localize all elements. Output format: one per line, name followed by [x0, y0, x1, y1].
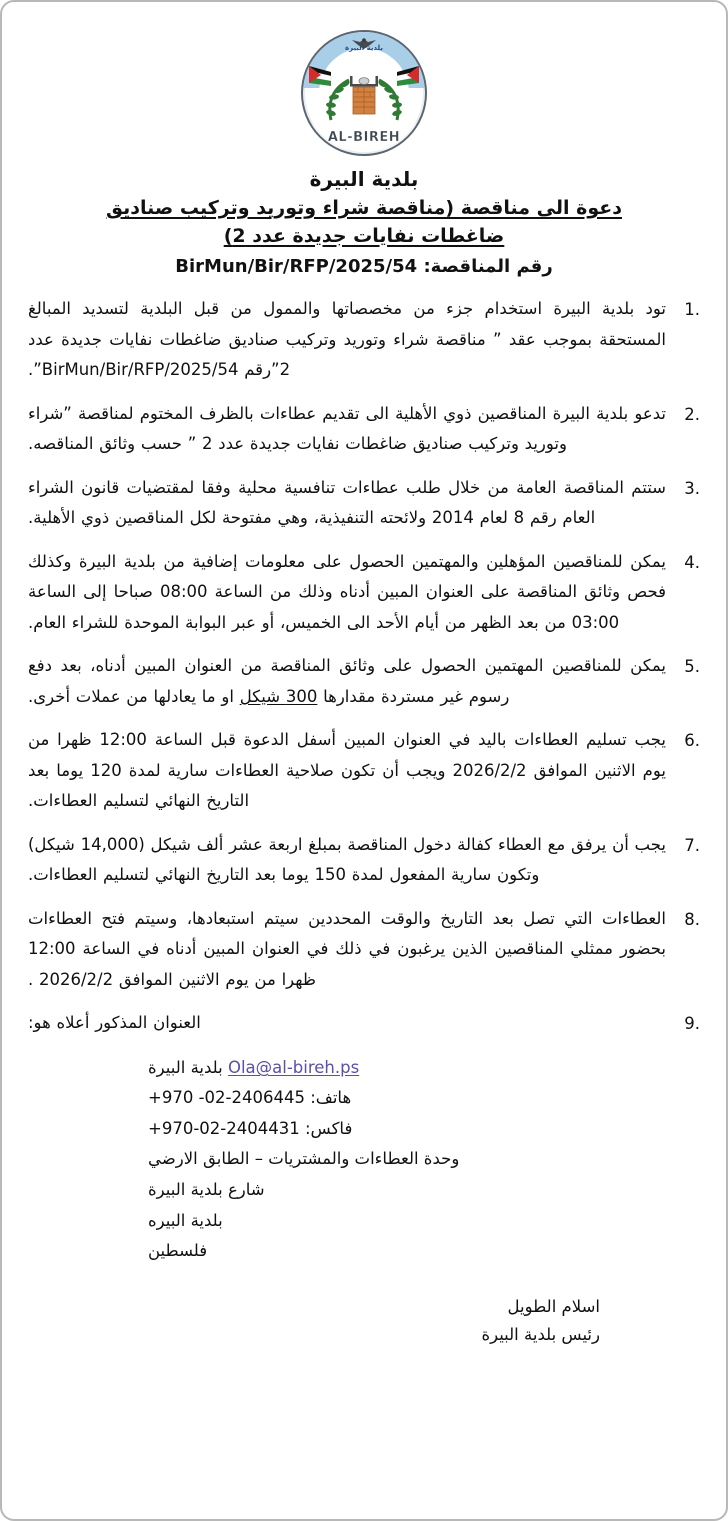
- clause-number: 4.: [684, 552, 700, 572]
- document-header: [28, 166, 700, 280]
- phone-value: +970 -02-2406445: [148, 1088, 305, 1108]
- tender-number-row: [28, 253, 700, 280]
- tender-title-line-2: ضاغطات نفايات جديدة عدد 2): [223, 224, 505, 247]
- clause-item: [28, 547, 700, 639]
- clause-number: 8.: [684, 909, 700, 929]
- clause-text-part: تدعو بلدية البيرة المناقصين ذوي الأهلية الى تقديم عطاءات بالظرف المختوم لمناقصة ”شراء وتوريد وتركيب صناديق ضاغطات نفايات جديدة عدد 2 ” حسب وثائق المناقصه.: [28, 403, 666, 454]
- clause-text-part: ”.: [28, 360, 42, 380]
- email-link[interactable]: Ola@al-bireh.ps: [227, 1057, 360, 1077]
- signatory-position: رئيس بلدية البيرة: [481, 1325, 600, 1345]
- clause-item: [28, 904, 700, 996]
- address-city: بلدية البيره: [148, 1210, 223, 1230]
- address-unit: وحدة العطاءات والمشتريات – الطابق الارضي: [148, 1149, 460, 1169]
- clause-text-part: يمكن للمناقصين المهتمين الحصول على وثائق المناقصة من العنوان المبين أدناه، بعد دفع رسوم غير مستردة مقدارها: [28, 656, 666, 706]
- clause-item: [28, 830, 700, 891]
- phone-label: هاتف:: [310, 1088, 352, 1108]
- clause-number: 3.: [684, 478, 700, 498]
- phone-row: [148, 1083, 700, 1114]
- clause-text-part: 300 شيكل: [239, 686, 318, 706]
- clause-text: [28, 904, 666, 996]
- clause-text-part: تود بلدية البيرة استخدام جزء من مخصصاتها والممول من قبل البلدية لتسديد المبالغ المستحقة بموجب عقد ” مناقصة شراء وتوريد وتركيب صناديق ضاغطات نفايات جديدة عدد 2”رقم: [28, 299, 666, 380]
- logo-container: [28, 30, 700, 156]
- address-entity-row: [148, 1053, 700, 1084]
- clause-item: [28, 651, 700, 712]
- fax-label: فاكس:: [304, 1118, 353, 1138]
- clause-text: [28, 547, 666, 639]
- clause-text: [28, 294, 666, 386]
- clause-text-part: العنوان المذكور أعلاه هو:: [28, 1013, 201, 1033]
- clause-number: 1.: [684, 300, 700, 320]
- tender-title-line-1: دعوة الى مناقصة (مناقصة شراء وتوريد وتركيب صناديق: [106, 197, 622, 219]
- clause-number: 9.: [684, 1014, 700, 1034]
- al-bireh-municipality-seal-icon: [301, 30, 427, 156]
- address-country: فلسطين: [148, 1241, 208, 1261]
- clause-text: [28, 1008, 666, 1039]
- clause-item: [28, 473, 700, 534]
- seal-latin-caption: AL-BIREH: [327, 130, 401, 145]
- clause-item: [28, 294, 700, 386]
- clause-number: 6.: [684, 731, 700, 751]
- organization-name: بلدية البيرة: [309, 167, 419, 191]
- clause-text: [28, 651, 666, 712]
- clause-item: [28, 725, 700, 817]
- fax-row: [148, 1114, 700, 1145]
- clause-number: 2.: [684, 404, 700, 424]
- clause-text-part: يجب تسليم العطاءات باليد في العنوان المبين أسفل الدعوة قبل الساعة 12:00 ظهرا من يوم الاثنين الموافق 2026/2/2 ويجب أن تكون صلاحية العطاءات سارية لمدة 120 يوما بعد التاريخ النهائي لتسليم العطاءات.: [28, 730, 666, 811]
- address-block: [28, 1053, 700, 1267]
- clause-text-part: او ما يعادلها من عملات أخرى.: [28, 686, 240, 706]
- clause-text-part: يجب أن يرفق مع العطاء كفالة دخول المناقصة بمبلغ اربعة عشر ألف شيكل (14,000 شيكل) وتكون سارية المفعول لمدة 150 يوما بعد التاريخ النهائي لتسليم العطاءات.: [28, 834, 666, 885]
- clause-list: [28, 294, 700, 1040]
- clause-item: [28, 399, 700, 460]
- signature-block: [28, 1293, 600, 1351]
- clause-text-part: يمكن للمناقصين المؤهلين والمهتمين الحصول على معلومات إضافية من بلدية البيرة وكذلك فحص وثائق المناقصة على العنوان المبين أدناه وذلك من الساعة 08:00 صباحا إلى الساعة 03:00 من بعد الظهر من أيام الأحد الى الخميس، أو عبر البوابة الموحدة للشراء العام.: [28, 551, 666, 632]
- brick-tower-icon: [344, 74, 384, 118]
- seal-arabic-caption: بلدية البيرة: [344, 44, 384, 52]
- clause-text-part: BirMun/Bir/RFP/2025/54: [41, 360, 239, 380]
- tender-number-value: BirMun/Bir/RFP/2025/54: [175, 256, 418, 278]
- clause-text: [28, 725, 666, 817]
- clause-number: 5.: [684, 657, 700, 677]
- address-entity: بلدية البيرة: [148, 1057, 223, 1077]
- fax-value: +970-02-2404431: [148, 1118, 300, 1138]
- clause-text: [28, 473, 666, 534]
- address-street: شارع بلدية البيرة: [148, 1179, 265, 1199]
- signatory-name: اسلام الطويل: [507, 1296, 600, 1316]
- clause-item: [28, 1008, 700, 1040]
- clause-text-part: العطاءات التي تصل بعد التاريخ والوقت المحددين سيتم استبعادها، وسيتم فتح العطاءات بحضور ممثلي المناقصين الذين يرغبون في ذلك في العنوان المبين أدناه في الساعة 12:00 ظهرا من يوم الاثنين الموافق 2026/2/2 .: [28, 908, 666, 989]
- clause-text: [28, 399, 666, 460]
- clause-text: [28, 830, 666, 891]
- tender-number-label: رقم المناقصة:: [423, 256, 553, 278]
- clause-text-part: ستتم المناقصة العامة من خلال طلب عطاءات تنافسية محلية وفقا لمقتضيات قانون الشراء العام رقم 8 لعام 2014 ولائحته التنفيذية، وهي مفتوحة لكل المناقصين ذوي الأهلية.: [28, 477, 666, 528]
- clause-number: 7.: [684, 835, 700, 855]
